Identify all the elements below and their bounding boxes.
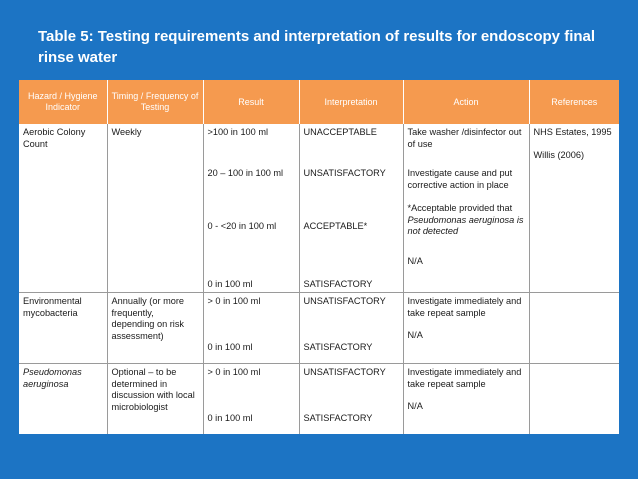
timing-cell: Weekly: [107, 124, 203, 293]
interpretation-value: UNSATISFACTORY: [303, 168, 386, 178]
header-hazard: Hazard / Hygiene Indicator: [19, 80, 107, 124]
interpretation-value: UNSATISFACTORY: [303, 367, 386, 377]
result-cell: [203, 293, 299, 364]
interpretation-value: SATISFACTORY: [303, 413, 373, 423]
result-value: 0 in 100 ml: [207, 342, 253, 352]
result-value: > 0 in 100 ml: [207, 296, 261, 306]
result-value: 0 in 100 ml: [207, 279, 253, 289]
interpretation-value: SATISFACTORY: [303, 342, 373, 352]
interpretation-cell: [299, 124, 403, 293]
action-text: Investigate immediately and take repeat sample: [407, 367, 522, 389]
table-row: [19, 124, 619, 293]
result-value: 0 - <20 in 100 ml: [207, 221, 277, 231]
action-note-prefix: *Acceptable provided that: [407, 203, 513, 213]
hazard-cell: Pseudomonas aeruginosa: [19, 364, 107, 435]
references-cell: [529, 293, 619, 364]
reference-item: Willis (2006): [533, 149, 585, 160]
action-note-organism: Pseudomonas aeruginosa: [407, 214, 515, 225]
action-text: Investigate immediately and take repeat sample: [407, 296, 522, 318]
result-cell: [203, 364, 299, 435]
action-text: N/A: [407, 401, 423, 411]
header-interpretation: Interpretation: [299, 80, 403, 124]
header-action: Action: [403, 80, 529, 124]
timing-cell: Optional – to be determined in discussion with local microbiologist: [107, 364, 203, 435]
hazard-cell: Environmental mycobacteria: [19, 293, 107, 364]
timing-cell: Annually (or more frequently, depending on risk assessment): [107, 293, 203, 364]
references-cell: [529, 364, 619, 435]
result-value: 20 – 100 in 100 ml: [207, 168, 284, 178]
reference-item: NHS Estates, 1995: [533, 127, 612, 137]
action-text: N/A: [407, 256, 423, 266]
hazard-cell: Aerobic Colony Count: [19, 124, 107, 293]
result-value: 0 in 100 ml: [207, 413, 253, 423]
interpretation-value: UNACCEPTABLE: [303, 127, 377, 137]
table-row: [19, 293, 619, 364]
action-cell: [403, 124, 529, 293]
result-cell: [203, 124, 299, 293]
requirements-table-container: [19, 80, 619, 434]
header-result: Result: [203, 80, 299, 124]
result-value: >100 in 100 ml: [207, 127, 269, 137]
action-text: Take washer /disinfector out of use: [407, 127, 522, 149]
references-cell: [529, 124, 619, 293]
header-references: References: [529, 80, 619, 124]
interpretation-value: SATISFACTORY: [303, 279, 373, 289]
action-note-suffix: is not detected: [407, 214, 524, 236]
table-header-row: [19, 80, 619, 124]
interpretation-value: UNSATISFACTORY: [303, 296, 386, 306]
interpretation-cell: [299, 364, 403, 435]
table-title: Table 5: Testing requirements and interpretation of results for endoscopy final rinse water: [38, 28, 596, 66]
action-text: N/A: [407, 330, 423, 340]
requirements-table: [19, 80, 619, 434]
action-note: [408, 203, 525, 238]
action-cell: [403, 364, 529, 435]
action-text: Investigate cause and put corrective action in place: [407, 168, 513, 190]
table-row: [19, 364, 619, 435]
result-value: > 0 in 100 ml: [207, 367, 261, 377]
header-timing: Timing / Frequency of Testing: [107, 80, 203, 124]
interpretation-value: ACCEPTABLE*: [303, 221, 368, 231]
interpretation-cell: [299, 293, 403, 364]
action-cell: [403, 293, 529, 364]
